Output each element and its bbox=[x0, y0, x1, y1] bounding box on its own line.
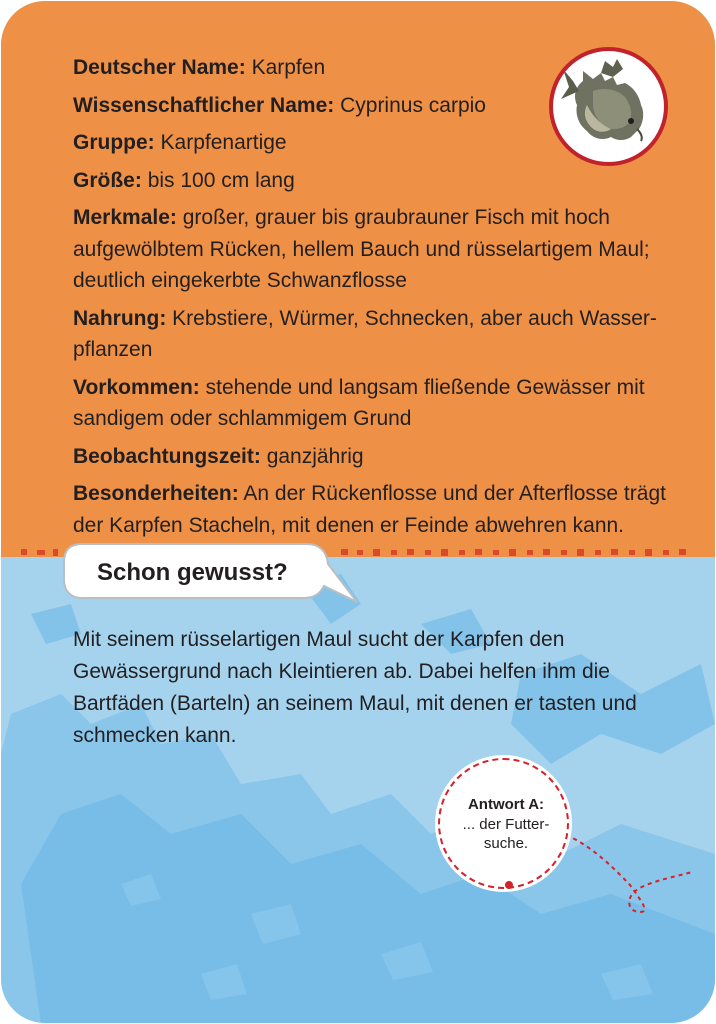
fact-label: Vorkommen: bbox=[73, 375, 200, 399]
fact-value: bis 100 cm lang bbox=[147, 168, 295, 192]
fact-value: Cyprinus carpio bbox=[340, 93, 486, 117]
fact-value: großer, grauer bis graubrauner Fisch mit hoch aufgewölbtem Rücken, hellem Bauch und rüsselartigem Maul; deutlich eingekerbte Schwanzflosse bbox=[73, 206, 650, 292]
fact-label: Merkmale: bbox=[73, 206, 177, 229]
fact-label: Größe: bbox=[73, 168, 142, 192]
fact-label: Beobachtungszeit: bbox=[73, 444, 261, 468]
fact-value: Krebstiere, Würmer, Schnecken, aber auch Wasser-pflanzen bbox=[73, 306, 657, 361]
fact-label: Besonderheiten: bbox=[73, 482, 239, 505]
fact-value: Karpfenartige bbox=[160, 131, 287, 154]
answer-title: Antwort A: bbox=[467, 796, 545, 813]
info-text: Mit seinem rüsselartigen Maul sucht der Karpfen den Gewässergrund nach Kleintieren ab. Dabei helfen ihm die Bartfäden (Barteln) an seinem Maul, mit denen er tasten und schmecken kann. bbox=[73, 628, 637, 747]
fact-value: stehende und langsam fließende Gewässer mit sandigem oder schlammigem Grund bbox=[73, 375, 645, 430]
fact-value: An der Rückenflosse und der Afterflosse trägt der Karpfen Stacheln, mit denen er Feinde abwehren kann. bbox=[73, 482, 666, 537]
bubble-title: Schon gewusst? bbox=[97, 559, 288, 586]
answer-text: ... der Futter-suche. bbox=[462, 816, 550, 852]
fact-label: Gruppe: bbox=[73, 131, 155, 154]
fact-label: Nahrung: bbox=[73, 306, 167, 330]
fact-label: Wissenschaftlicher Name: bbox=[73, 93, 335, 117]
fact-label: Deutscher Name: bbox=[73, 56, 246, 79]
fact-value: Karpfen bbox=[251, 56, 326, 79]
fact-value: ganzjährig bbox=[266, 444, 364, 468]
